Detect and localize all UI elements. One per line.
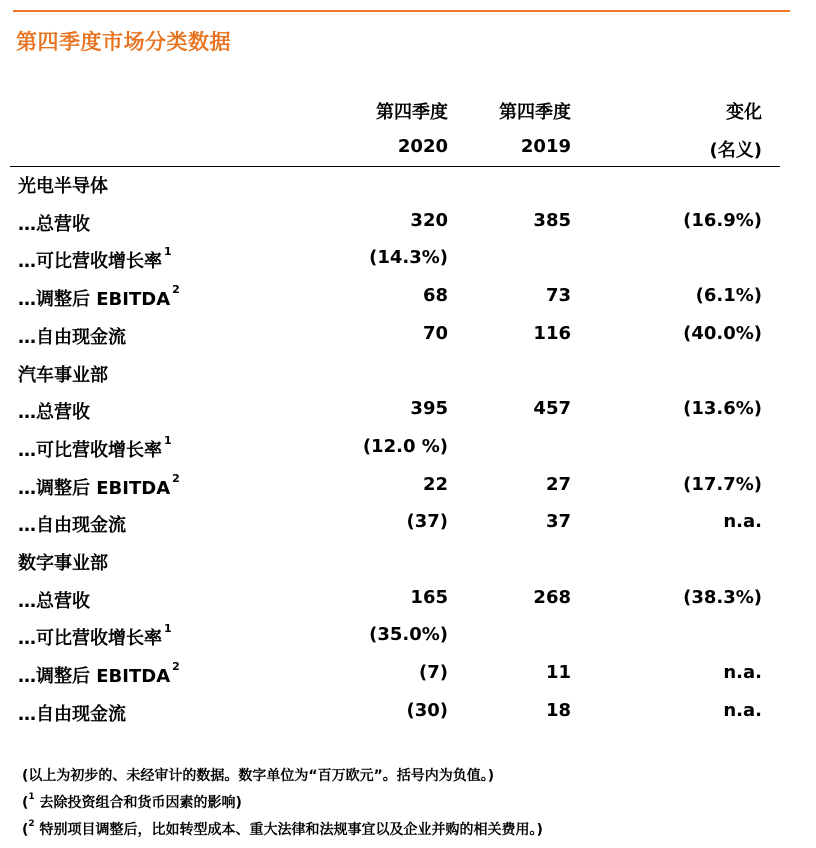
- cell-q4-2020: 320: [410, 210, 448, 231]
- cell-change: n.a.: [723, 700, 762, 721]
- cell-q4-2020: (37): [406, 511, 448, 532]
- cell-change: (6.1%): [695, 285, 762, 306]
- col-header-change-label: 变化: [726, 102, 762, 123]
- col-header-q4-2020-year: 2020: [397, 136, 448, 157]
- section-title: 汽车事业部: [18, 365, 108, 386]
- table-row: [0, 285, 816, 323]
- row-label: [18, 511, 126, 537]
- row-label: [18, 624, 172, 650]
- col-header-q4-2020-label: 第四季度: [376, 102, 448, 123]
- row-label-text: …自由现金流: [18, 327, 126, 348]
- footnote-2: ($^2$ 特别项目调整后，比如转型成本、重大法律和法规事宜以及企业并购的相关费用。): [22, 819, 543, 838]
- section-title: 数字事业部: [18, 553, 108, 574]
- cell-change: (38.3%): [683, 587, 762, 608]
- table-row: [0, 247, 816, 285]
- table-row: [0, 210, 816, 248]
- cell-change: (40.0%): [683, 323, 762, 344]
- table-row: [0, 436, 816, 474]
- footnote-marker: 1: [164, 622, 172, 635]
- cell-q4-2019: 385: [533, 210, 571, 231]
- table-row: [0, 511, 816, 549]
- cell-q4-2020: (35.0%): [369, 624, 448, 645]
- cell-q4-2019: 37: [545, 511, 571, 532]
- cell-q4-2019: 11: [545, 662, 571, 683]
- row-label: [18, 662, 180, 688]
- row-label-text: …调整后 EBITDA: [18, 289, 171, 310]
- footnote-marker: 2: [172, 283, 180, 296]
- row-label-text: …自由现金流: [18, 515, 126, 536]
- cell-change: (13.6%): [683, 398, 762, 419]
- footnote-1: ($^1$ 去除投资组合和货币因素的影响): [22, 792, 242, 811]
- row-label: [18, 398, 90, 424]
- table-row: [0, 587, 816, 625]
- cell-q4-2019: 27: [545, 474, 571, 495]
- table-row: [0, 474, 816, 512]
- cell-q4-2020: 70: [422, 323, 448, 344]
- row-label-text: …自由现金流: [18, 704, 126, 725]
- cell-q4-2020: (30): [406, 700, 448, 721]
- row-label: [18, 700, 126, 726]
- cell-q4-2020: 22: [422, 474, 448, 495]
- section-header-row: [0, 549, 816, 587]
- footnote-2-text: 特别项目调整后，比如转型成本、重大法律和法规事宜以及企业并购的相关费用。): [34, 822, 543, 838]
- row-label-text: …调整后 EBITDA: [18, 666, 171, 687]
- col-header-q4-2019-year: 2019: [520, 136, 571, 157]
- row-label: [18, 285, 180, 311]
- cell-change: n.a.: [723, 511, 762, 532]
- row-label: [18, 587, 90, 613]
- footnote-marker: 1: [164, 245, 172, 258]
- footnote-marker: 1: [164, 434, 172, 447]
- cell-q4-2019: 73: [545, 285, 571, 306]
- table-row: [0, 662, 816, 700]
- row-label-text: …总营收: [18, 214, 90, 235]
- footnote-1-text: 去除投资组合和货币因素的影响): [34, 795, 242, 811]
- cell-q4-2020: 395: [410, 398, 448, 419]
- row-label-text: …总营收: [18, 402, 90, 423]
- row-label-text: …调整后 EBITDA: [18, 478, 171, 499]
- table-row: [0, 323, 816, 361]
- cell-change: (16.9%): [683, 210, 762, 231]
- header-rule: [10, 166, 780, 167]
- footnote-1-marker: 1: [28, 792, 35, 802]
- row-label-text: …总营收: [18, 591, 90, 612]
- footnote-marker: 2: [172, 660, 180, 673]
- top-accent-line: [13, 10, 790, 12]
- row-label: [18, 474, 180, 500]
- cell-q4-2019: 18: [545, 700, 571, 721]
- cell-q4-2020: 68: [422, 285, 448, 306]
- row-label-text: …可比营收增长率: [18, 440, 162, 461]
- row-label: [18, 210, 90, 236]
- row-label: [18, 247, 172, 273]
- section-title: 光电半导体: [18, 176, 108, 197]
- cell-q4-2020: (12.0 %): [362, 436, 448, 457]
- row-label: [18, 436, 172, 462]
- cell-q4-2020: (7): [419, 662, 448, 683]
- cell-q4-2019: 457: [533, 398, 571, 419]
- cell-q4-2019: 268: [533, 587, 571, 608]
- cell-change: (17.7%): [683, 474, 762, 495]
- section-header-row: [0, 172, 816, 210]
- section-header-row: [0, 361, 816, 399]
- table-row: [0, 624, 816, 662]
- row-label-text: …可比营收增长率: [18, 628, 162, 649]
- table-row: [0, 398, 816, 436]
- cell-q4-2020: (14.3%): [369, 247, 448, 268]
- row-label: [18, 323, 126, 349]
- footnote-marker: 2: [172, 472, 180, 485]
- page-title: 第四季度市场分类数据: [16, 30, 231, 54]
- cell-q4-2019: 116: [533, 323, 571, 344]
- row-label-text: …可比营收增长率: [18, 251, 162, 272]
- cell-q4-2020: 165: [410, 587, 448, 608]
- footnote-general: (以上为初步的、未经审计的数据。数字单位为“百万欧元”。括号内为负值。): [22, 768, 495, 784]
- col-header-q4-2019-label: 第四季度: [499, 102, 571, 123]
- cell-change: n.a.: [723, 662, 762, 683]
- col-header-change-nominal: (名义): [709, 140, 762, 161]
- footnote-2-marker: 2: [28, 819, 35, 829]
- table-row: [0, 700, 816, 738]
